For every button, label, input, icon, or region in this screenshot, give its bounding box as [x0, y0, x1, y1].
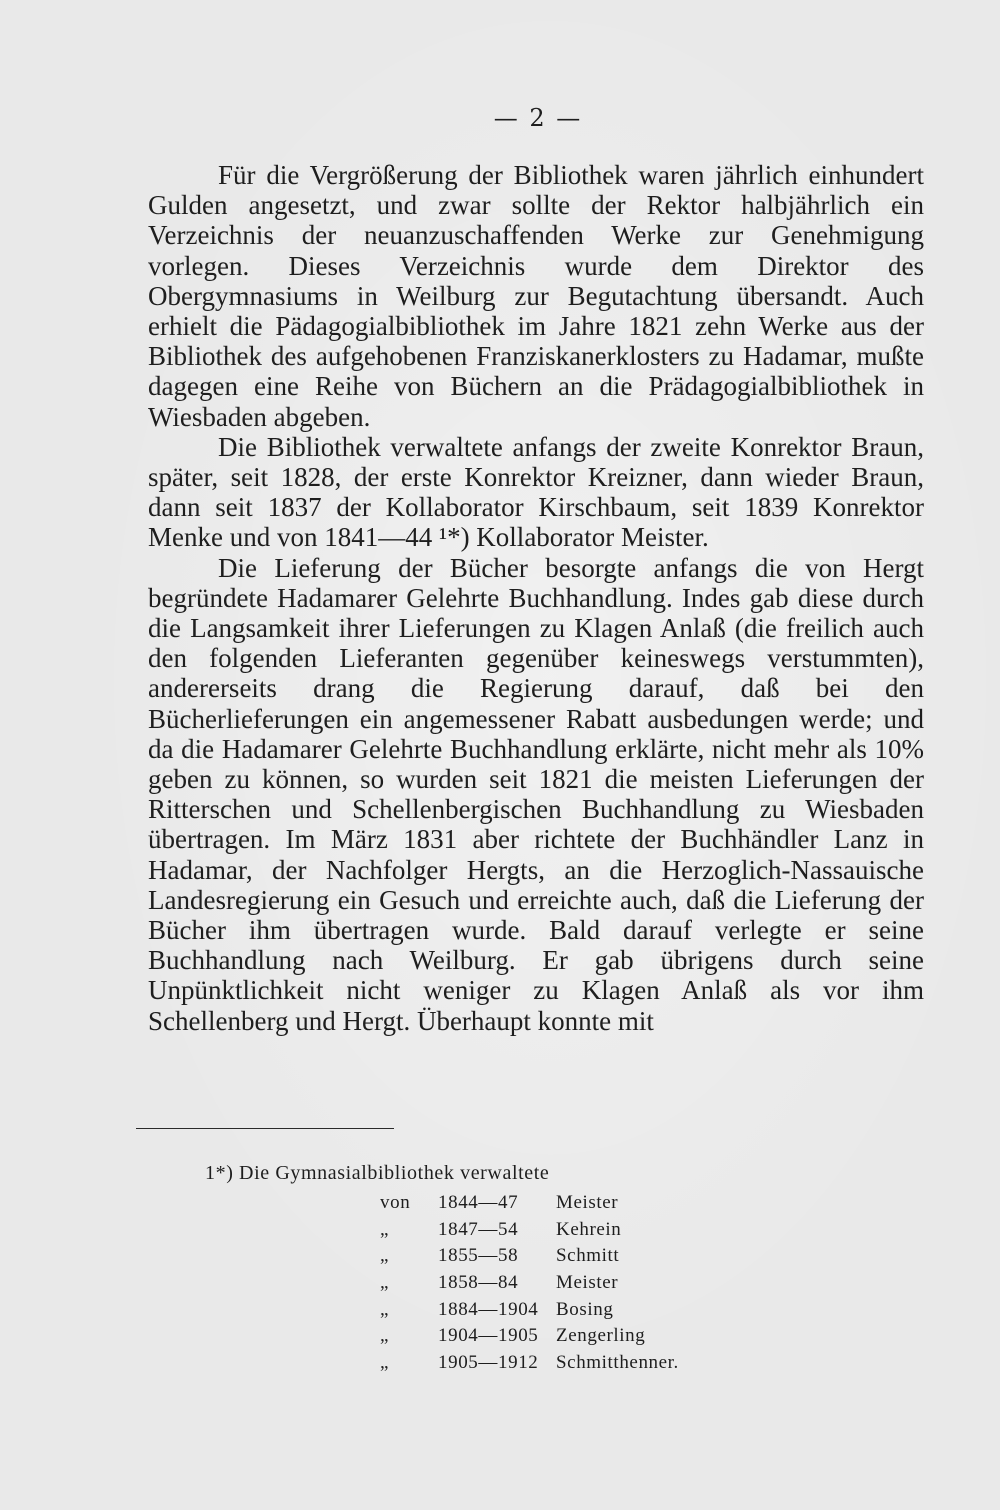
footnote-name: Zengerling	[556, 1325, 646, 1347]
footnote-divider	[136, 1128, 394, 1129]
paragraph-1: Für die Vergrößerung der Bibliothek waren jährlich einhundert Gulden angesetzt, und zwar sollte der Rektor halbjährlich ein Verzeichnis der neuanzuschaffenden Werke zur Genehmigung vorlegen. Dieses Verzeichnis wurde dem Direktor des Obergymnasiums in Weilburg zur Begutachtung übersandt. Auch erhielt die Pädagogialbibliothek im Jahre 1821 zehn Werke aus der Bibliothek des aufgehobenen Franziskanerklosters zu Hadamar, mußte dagegen eine Reihe von Büchern an die Prädagogialbibliothek in Wiesbaden abgeben.	[148, 160, 924, 432]
footnote-prefix: „	[380, 1325, 390, 1347]
footnote-row	[380, 1272, 679, 1299]
footnote-prefix: von	[380, 1192, 411, 1213]
footnote-name: Bosing	[556, 1298, 614, 1320]
footnote-years: 1844—47	[438, 1192, 519, 1213]
footnote-heading: 1*) Die Gymnasialbibliothek verwaltete	[205, 1162, 550, 1184]
footnote-row	[380, 1245, 679, 1272]
footnote-prefix: „	[380, 1352, 390, 1374]
footnote-prefix: „	[380, 1218, 390, 1240]
footnote-row	[380, 1352, 679, 1379]
footnote-prefix: „	[380, 1298, 390, 1320]
footnote-years: 1884—1904	[438, 1298, 539, 1320]
footnote-name: Kehrein	[556, 1218, 622, 1240]
footnote-row	[380, 1219, 679, 1246]
footnote-years: 1847—54	[438, 1218, 519, 1240]
main-text	[148, 160, 924, 1036]
footnote-years: 1905—1912	[438, 1352, 539, 1374]
footnote-row	[380, 1299, 679, 1326]
footnote-prefix: „	[380, 1272, 390, 1294]
footnote-row	[380, 1325, 679, 1352]
paragraph-2: Die Bibliothek verwaltete anfangs der zweite Konrektor Braun, später, seit 1828, der erste Konrektor Kreizner, dann wieder Braun, dann seit 1837 der Kollaborator Kirschbaum, seit 1839 Konrektor Menke und von 1841—44 ¹*) Kollaborator Meister.	[148, 431, 924, 553]
footnote-years: 1858—84	[438, 1272, 519, 1294]
paragraph-3: Die Lieferung der Bücher besorgte anfangs die von Hergt begründete Hadamarer Gelehrte Buchhandlung. Indes gab diese durch die Langsamkeit ihrer Lieferungen zu Klagen Anlaß (die freilich auch den folgenden Lieferanten gegenüber keineswegs verstummten), andererseits drang die Regierung darauf, daß bei den Bücherlieferungen ein angemessener Rabatt ausbedungen werde; und da die Hadamarer Gelehrte Buchhandlung erklärte, nicht mehr als 10% geben zu können, so wurden seit 1821 die meisten Lieferungen der Ritterschen und Schellenbergischen Buchhandlung zu Wiesbaden übertragen. Im März 1831 aber richtete der Buchhändler Lanz in Hadamar, der Nachfolger Hergts, an die Herzoglich-Nassauische Landesregierung ein Gesuch und erreichte auch, daß die Lieferung der Bücher ihm übertragen wurde. Bald darauf verlegte er seine Buchhandlung nach Weilburg. Er gab übrigens durch seine Unpünktlichkeit nicht weniger zu Klagen Anlaß als vor ihm Schellenberg und Hergt. Überhaupt konnte mit	[148, 552, 924, 1036]
footnote-name: Schmitthenner.	[556, 1352, 679, 1374]
footnote-years: 1855—58	[438, 1245, 519, 1267]
footnote-prefix: „	[380, 1245, 390, 1267]
footnote-name: Meister	[556, 1192, 619, 1213]
page-number-text: — 2 —	[493, 104, 583, 132]
footnote-list	[380, 1192, 679, 1379]
footnote-row	[380, 1192, 679, 1219]
footnote-name: Schmitt	[556, 1245, 620, 1267]
footnote-name: Meister	[556, 1272, 619, 1294]
page-number	[0, 104, 1000, 132]
footnote-years: 1904—1905	[438, 1325, 539, 1347]
